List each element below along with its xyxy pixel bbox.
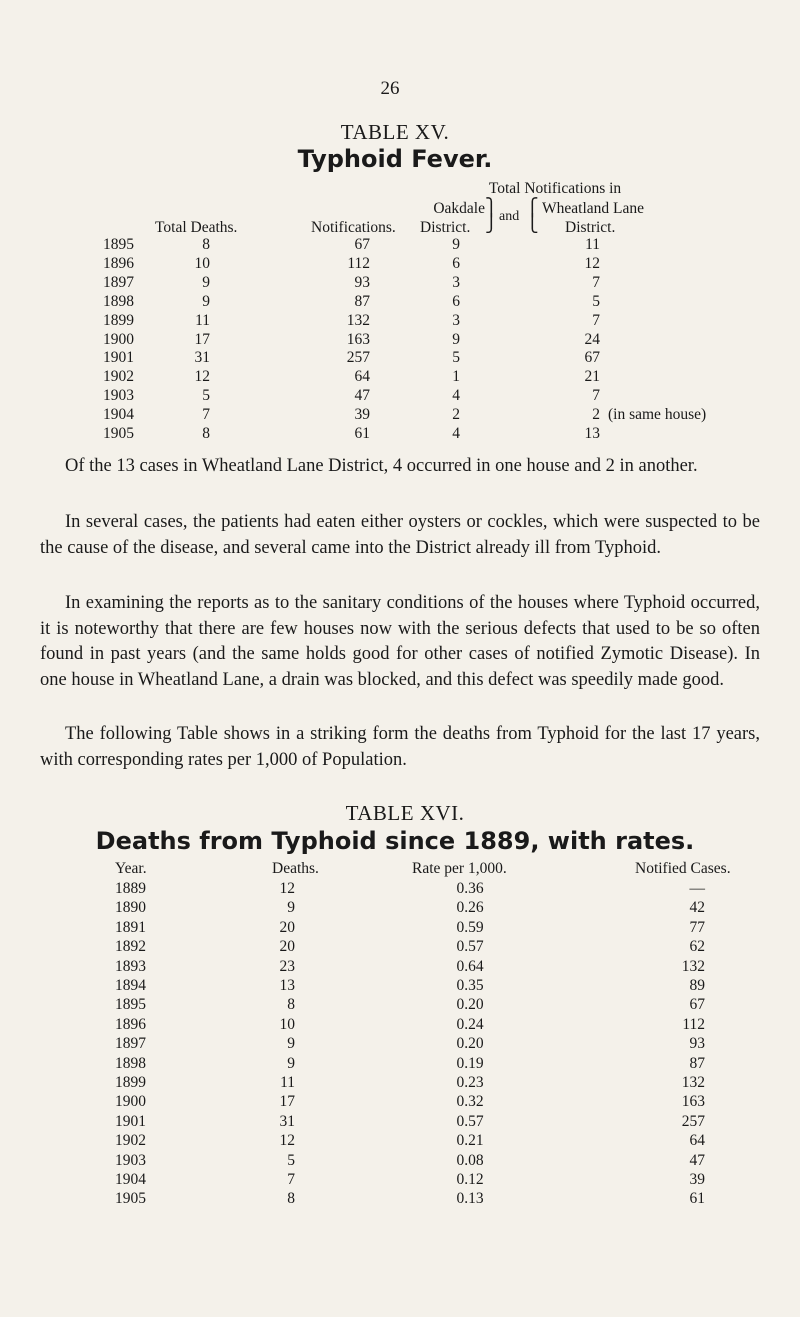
year-cell: 1902 (103, 368, 134, 386)
deaths-cell: 9 (287, 899, 295, 917)
notified-cell: 132 (681, 1074, 705, 1091)
paragraph-3: In examining the reports as to the sanitary conditions of the houses where Typhoid occurred, it is noteworthy that there are few houses now with the serious defects that used to be so often found in past years (and the same holds good for other cases of notified Zymotic Disease). In one house in Wheatland Lane, a drain was blocked, and this defect was speedily made good. (40, 593, 760, 690)
deaths-cell: 8 (202, 236, 210, 253)
table-row (0, 236, 800, 255)
wheatland-cell: 21 (584, 368, 600, 386)
wheatland-cell: 2 (592, 406, 600, 424)
deaths-cell: 9 (287, 1035, 295, 1053)
deaths-cell: 12 (194, 368, 210, 386)
header-total-deaths: Total Deaths. (155, 219, 238, 236)
year-cell: 1897 (103, 273, 134, 291)
header-rate: Rate per 1,000. (412, 860, 507, 877)
rate-cell: 0.08 (456, 1151, 484, 1169)
oakdale-cell: 4 (452, 387, 460, 405)
notified-cell: 61 (689, 1190, 705, 1208)
rate-cell: 0.24 (456, 1015, 484, 1033)
deaths-cell: 12 (279, 880, 295, 897)
table-row (0, 274, 800, 293)
year-cell: 1897 (115, 1035, 146, 1053)
rate-cell: 0.64 (456, 957, 484, 975)
table-row (0, 919, 800, 938)
table-row (0, 331, 800, 350)
deaths-cell: 5 (202, 387, 210, 405)
year-cell: 1898 (115, 1054, 146, 1072)
year-cell: 1905 (115, 1190, 146, 1208)
year-cell: 1893 (115, 957, 146, 975)
year-cell: 1903 (115, 1151, 146, 1169)
notified-cell: 42 (689, 899, 705, 917)
table-row (0, 255, 800, 274)
deaths-cell: 8 (287, 996, 295, 1014)
table-row (0, 1035, 800, 1054)
year-cell: 1899 (115, 1074, 146, 1091)
brace-left-bottom: ⎭ (485, 214, 498, 233)
year-cell: 1901 (115, 1112, 146, 1130)
notified-cell: 62 (689, 938, 705, 956)
notifications-cell: 163 (346, 330, 370, 348)
brace-left-top: ⎫ (485, 198, 498, 217)
notifications-cell: 61 (354, 425, 370, 442)
year-cell: 1904 (115, 1171, 146, 1188)
table-row (0, 958, 800, 977)
year-cell: 1896 (103, 254, 134, 272)
header-notifications: Notifications. (311, 219, 396, 236)
wheatland-cell: 13 (584, 425, 600, 442)
brace-right-top: ⎧ (526, 198, 539, 217)
year-cell: 1900 (103, 330, 134, 348)
table-row (0, 293, 800, 312)
notified-cell: — (689, 880, 705, 897)
table-row (0, 1016, 800, 1035)
table-row (0, 1190, 800, 1209)
table-row (0, 1171, 800, 1190)
table15-title: TABLE XV. (340, 120, 450, 144)
oakdale-cell: 3 (452, 273, 460, 291)
year-cell: 1902 (115, 1132, 146, 1150)
paragraph-4: The following Table shows in a striking form the deaths from Typhoid for the last 17 years, with corresponding rates per 1,000 of Population. (40, 724, 760, 770)
year-cell: 1890 (115, 899, 146, 917)
wheatland-cell: 24 (584, 330, 600, 348)
year-cell: 1889 (115, 880, 146, 897)
oakdale-cell: 2 (452, 406, 460, 424)
header-notified: Notified Cases. (635, 860, 731, 877)
header-district-right: District. (565, 219, 616, 236)
table-row (0, 387, 800, 406)
deaths-cell: 20 (279, 938, 295, 956)
year-cell: 1901 (103, 349, 134, 367)
oakdale-cell: 4 (452, 425, 460, 442)
notified-cell: 163 (681, 1093, 705, 1111)
paragraph-2: In several cases, the patients had eaten either oysters or cockles, which were suspected to be the cause of the disease, and several came into the District already ill from Typhoid. (40, 512, 760, 558)
table-row (0, 977, 800, 996)
year-cell: 1895 (103, 236, 134, 253)
notifications-cell: 93 (354, 273, 370, 291)
notified-cell: 67 (689, 996, 705, 1014)
year-cell: 1895 (115, 996, 146, 1014)
table-row (0, 1113, 800, 1132)
header-district-left: District. (420, 219, 471, 236)
table-row (0, 1132, 800, 1151)
oakdale-cell: 9 (452, 330, 460, 348)
rate-cell: 0.23 (456, 1074, 484, 1091)
notified-cell: 93 (689, 1035, 705, 1053)
rate-cell: 0.35 (456, 977, 484, 994)
notifications-cell: 47 (354, 387, 370, 405)
oakdale-cell: 5 (452, 349, 460, 367)
year-cell: 1899 (103, 311, 134, 329)
notified-cell: 64 (689, 1132, 705, 1150)
deaths-cell: 7 (287, 1171, 295, 1188)
notifications-cell: 39 (354, 406, 370, 424)
brace-right-bottom: ⎩ (526, 214, 539, 233)
deaths-cell: 8 (287, 1190, 295, 1208)
rate-cell: 0.20 (456, 996, 484, 1014)
year-cell: 1898 (103, 292, 134, 310)
rate-cell: 0.26 (456, 899, 484, 917)
rate-cell: 0.57 (456, 938, 484, 956)
rate-cell: 0.13 (456, 1190, 484, 1208)
table-row (0, 899, 800, 918)
notified-cell: 132 (681, 957, 705, 975)
table-row (0, 368, 800, 387)
wheatland-cell: 7 (592, 273, 600, 291)
deaths-cell: 17 (194, 330, 210, 348)
notifications-cell: 132 (346, 311, 370, 329)
rate-cell: 0.19 (456, 1054, 484, 1072)
deaths-cell: 23 (279, 957, 295, 975)
notifications-cell: 257 (346, 349, 370, 367)
paragraph-1: Of the 13 cases in Wheatland Lane District, 4 occurred in one house and 2 in another. (65, 456, 698, 476)
rate-cell: 0.36 (456, 880, 484, 897)
deaths-cell: 10 (194, 254, 210, 272)
rate-cell: 0.20 (456, 1035, 484, 1053)
year-cell: 1896 (115, 1015, 146, 1033)
table-row (0, 425, 800, 444)
year-cell: 1892 (115, 938, 146, 956)
deaths-cell: 17 (279, 1093, 295, 1111)
notified-cell: 39 (689, 1171, 705, 1188)
notifications-cell: 112 (347, 254, 370, 272)
deaths-cell: 9 (202, 273, 210, 291)
rate-cell: 0.57 (456, 1112, 484, 1130)
deaths-cell: 31 (279, 1112, 295, 1130)
table-row (0, 996, 800, 1015)
header-wheatland-lane: Wheatland Lane (542, 200, 644, 217)
header-deaths: Deaths. (272, 860, 319, 877)
notified-cell: 89 (689, 977, 705, 994)
deaths-cell: 8 (202, 425, 210, 442)
deaths-cell: 5 (287, 1151, 295, 1169)
table-row (0, 880, 800, 899)
notified-cell: 47 (689, 1151, 705, 1169)
rate-cell: 0.12 (456, 1171, 484, 1188)
year-cell: 1900 (115, 1093, 146, 1111)
deaths-cell: 31 (194, 349, 210, 367)
table-row (0, 1152, 800, 1171)
wheatland-cell: 7 (592, 387, 600, 405)
note-cell: (in same house) (608, 406, 707, 424)
notified-cell: 112 (682, 1015, 705, 1033)
year-cell: 1904 (103, 406, 134, 424)
deaths-cell: 20 (279, 918, 295, 936)
wheatland-cell: 11 (585, 236, 600, 253)
header-total-notifications-in: Total Notifications in (488, 180, 622, 197)
rate-cell: 0.32 (456, 1093, 484, 1111)
deaths-cell: 11 (280, 1074, 295, 1091)
oakdale-cell: 1 (452, 368, 460, 386)
year-cell: 1894 (115, 977, 146, 994)
deaths-cell: 9 (287, 1054, 295, 1072)
wheatland-cell: 7 (592, 311, 600, 329)
wheatland-cell: 5 (592, 292, 600, 310)
page-number: 26 (380, 78, 400, 99)
notifications-cell: 87 (354, 292, 370, 310)
year-cell: 1903 (103, 387, 134, 405)
wheatland-cell: 67 (584, 349, 600, 367)
table16-title: TABLE XVI. (345, 801, 465, 825)
deaths-cell: 9 (202, 292, 210, 310)
table-row (0, 1093, 800, 1112)
header-oakdale: Oakdale (433, 200, 485, 217)
notified-cell: 87 (689, 1054, 705, 1072)
year-cell: 1891 (115, 918, 146, 936)
oakdale-cell: 9 (452, 236, 460, 253)
header-year: Year. (115, 860, 147, 877)
header-and: and (499, 209, 520, 224)
table-row (0, 312, 800, 331)
oakdale-cell: 3 (452, 311, 460, 329)
rate-cell: 0.59 (456, 918, 484, 936)
wheatland-cell: 12 (584, 254, 600, 272)
deaths-cell: 11 (195, 311, 210, 329)
notified-cell: 257 (681, 1112, 705, 1130)
oakdale-cell: 6 (452, 254, 460, 272)
notifications-cell: 67 (354, 236, 370, 253)
table-row (0, 1074, 800, 1093)
table16-heading: Deaths from Typhoid since 1889, with rates. (95, 827, 695, 855)
notified-cell: 77 (689, 918, 705, 936)
deaths-cell: 7 (202, 406, 210, 424)
rate-cell: 0.21 (456, 1132, 484, 1150)
table-row (0, 938, 800, 957)
table-row (0, 1055, 800, 1074)
table15-heading: Typhoid Fever. (297, 145, 493, 173)
deaths-cell: 13 (279, 977, 295, 994)
year-cell: 1905 (103, 425, 134, 442)
notifications-cell: 64 (354, 368, 370, 386)
deaths-cell: 12 (279, 1132, 295, 1150)
table-row (0, 349, 800, 368)
table-row (0, 406, 800, 425)
deaths-cell: 10 (279, 1015, 295, 1033)
oakdale-cell: 6 (452, 292, 460, 310)
